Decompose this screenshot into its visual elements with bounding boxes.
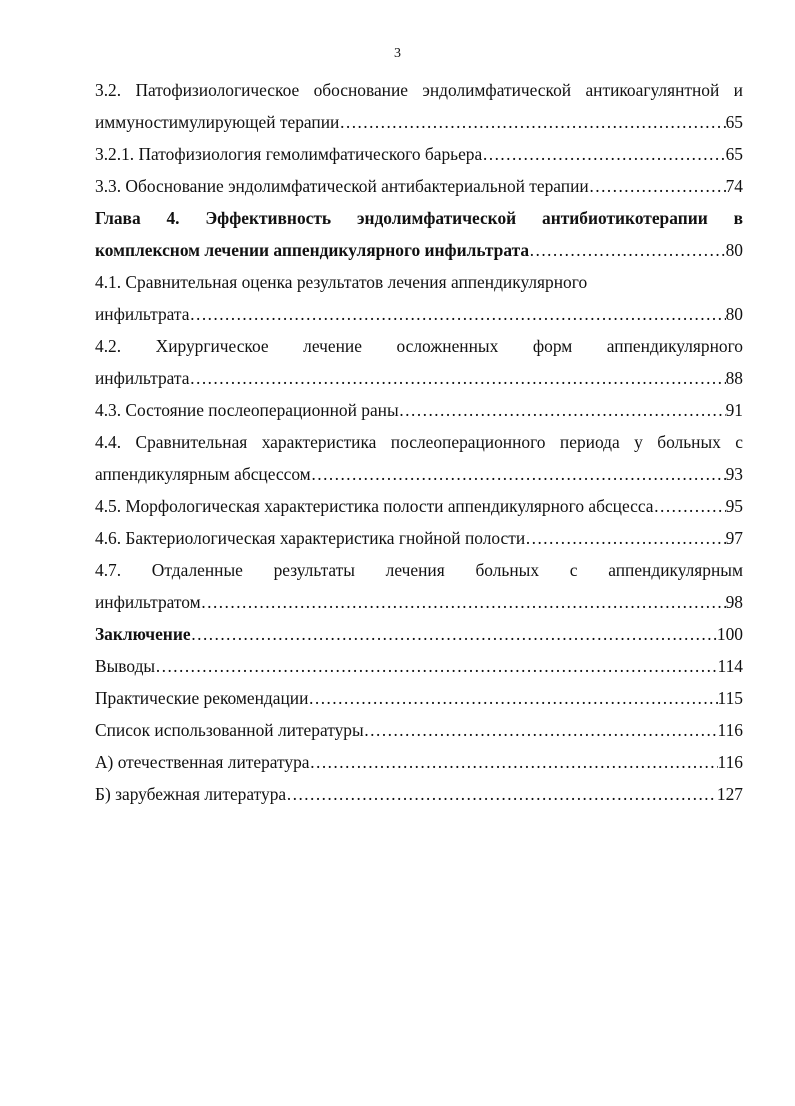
toc-entry-title: аппендикулярным абсцессом (95, 464, 311, 484)
dot-leader (191, 618, 717, 650)
dot-leader (339, 106, 725, 138)
dot-leader (399, 394, 726, 426)
toc-entry-4-2-line1: 4.2. Хирургическое лечение осложненных форм аппендикулярного (95, 336, 743, 356)
toc-entry-title: инфильтратом (95, 592, 201, 612)
toc-page-ref: 95 (725, 496, 743, 516)
toc-entry-4-7[interactable] (95, 586, 743, 618)
toc-references-foreign[interactable] (95, 778, 743, 810)
toc-page-ref: 65 (725, 144, 743, 164)
toc-entry-title: Заключение (95, 624, 191, 644)
toc-entry-title: Практические рекомендации (95, 688, 309, 708)
toc-chapter-4-line1: Глава 4. Эффективность эндолимфатической антибиотикотерапии в (95, 208, 743, 228)
toc-entry-4-1[interactable] (95, 298, 743, 330)
toc-page-ref: 100 (716, 624, 743, 644)
toc-page-ref: 80 (725, 304, 743, 324)
toc-page-ref: 97 (725, 528, 743, 548)
toc-chapter-4[interactable] (95, 234, 743, 266)
toc-entry-4-4-line1: 4.4. Сравнительная характеристика послеоперационного периода у больных с (95, 432, 743, 452)
toc-references-domestic[interactable] (95, 746, 743, 778)
toc-page-ref: 93 (725, 464, 743, 484)
toc-entry-4-6[interactable] (95, 522, 743, 554)
dot-leader (364, 714, 718, 746)
toc-entry-3-2-1[interactable] (95, 138, 743, 170)
toc-entry-title: инфильтрата (95, 368, 190, 388)
dot-leader (310, 746, 718, 778)
dot-leader (482, 138, 725, 170)
toc-entry-title: Список использованной литературы (95, 720, 364, 740)
toc-page-ref: 74 (725, 176, 743, 196)
dot-leader (286, 778, 717, 810)
toc-entry-title: Выводы (95, 656, 156, 676)
dot-leader (525, 522, 725, 554)
toc-findings[interactable] (95, 650, 743, 682)
toc-recommendations[interactable] (95, 682, 743, 714)
toc-entry-title: иммуностимулирующей терапии (95, 112, 340, 132)
dot-leader (201, 586, 726, 618)
toc-page-ref: 91 (725, 400, 743, 420)
toc-page-ref: 127 (716, 784, 743, 804)
toc-entry-4-1-line1: 4.1. Сравнительная оценка результатов лечения аппендикулярного (95, 272, 588, 292)
toc-page-ref: 116 (717, 752, 743, 772)
toc-entry-3-2-line1: 3.2. Патофизиологическое обоснование эндолимфатической антикоагулянтной и (95, 80, 743, 100)
toc-entry-title: инфильтрата (95, 304, 190, 324)
toc-entry-3-2[interactable] (95, 106, 743, 138)
toc-page-ref: 80 (725, 240, 743, 260)
toc-entry-title: 3.3. Обоснование эндолимфатической антибактериальной терапии (95, 176, 589, 196)
dot-leader (308, 682, 717, 714)
toc-page-ref: 98 (725, 592, 743, 612)
dot-leader (529, 234, 726, 266)
dot-leader (155, 650, 717, 682)
toc-entry-title: 4.3. Состояние послеоперационной раны (95, 400, 399, 420)
table-of-contents (95, 74, 743, 810)
toc-entry-title: Б) зарубежная литература (95, 784, 287, 804)
toc-references[interactable] (95, 714, 743, 746)
toc-entry-4-4[interactable] (95, 458, 743, 490)
toc-page-ref: 116 (717, 720, 743, 740)
toc-conclusion[interactable] (95, 618, 743, 650)
toc-entry-title: А) отечественная литература (95, 752, 310, 772)
page-number: 3 (394, 46, 401, 61)
toc-entry-title: комплексном лечении аппендикулярного инфильтрата (95, 240, 530, 260)
toc-entry-title: 4.6. Бактериологическая характеристика гнойной полости (95, 528, 526, 548)
toc-entry-4-7-line1: 4.7. Отдаленные результаты лечения больных с аппендикулярным (95, 560, 743, 580)
dot-leader (189, 298, 725, 330)
toc-entry-4-3[interactable] (95, 394, 743, 426)
toc-page-ref: 114 (717, 656, 743, 676)
toc-page-ref: 115 (717, 688, 743, 708)
toc-entry-title: 3.2.1. Патофизиология гемолимфатического барьера (95, 144, 483, 164)
dot-leader (654, 490, 726, 522)
toc-page-ref: 65 (725, 112, 743, 132)
dot-leader (189, 362, 725, 394)
toc-entry-title: 4.5. Морфологическая характеристика полости аппендикулярного абсцесса (95, 496, 654, 516)
toc-page-ref: 88 (725, 368, 743, 388)
toc-entry-4-2[interactable] (95, 362, 743, 394)
toc-entry-4-5[interactable] (95, 490, 743, 522)
dot-leader (311, 458, 726, 490)
toc-entry-3-3[interactable] (95, 170, 743, 202)
dot-leader (589, 170, 726, 202)
